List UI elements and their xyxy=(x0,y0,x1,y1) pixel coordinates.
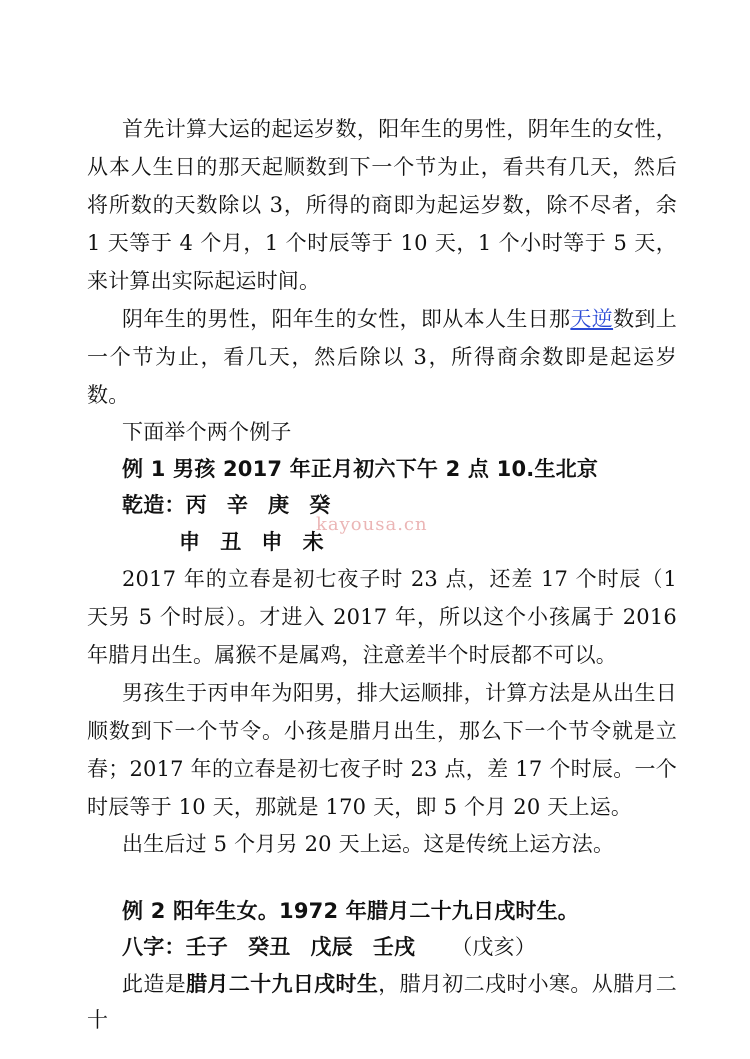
kongwang-note: （戊亥） xyxy=(451,935,537,959)
example1-paragraph-conclusion: 出生后过 5 个月另 20 天上运。这是传统上运方法。 xyxy=(122,832,615,856)
stem-2: 辛 xyxy=(226,493,249,517)
pillar-1: 壬子 xyxy=(185,935,229,959)
stem-3: 庚 xyxy=(268,493,290,517)
paragraph-yin-year xyxy=(87,300,677,414)
pillar-4: 壬戌 xyxy=(372,935,416,959)
branch-3: 申 xyxy=(261,529,283,554)
watermark-text: kayousa.cn xyxy=(316,514,428,535)
example1-branches-row xyxy=(87,524,677,561)
paragraph-yin-year-after: 数到上一个节为止，看几天，然后除以 3，所得商余数即是起运岁数。 xyxy=(87,307,677,407)
example1-stems-row xyxy=(87,487,677,524)
example2-bazi-label: 八字： xyxy=(122,935,186,959)
example2-bazi-row xyxy=(87,929,677,966)
branch-4: 未 xyxy=(302,529,324,554)
paragraph-yin-year-before: 阴年生的男性，阳年生的女性，即从本人生日那 xyxy=(122,307,571,331)
branch-1: 申 xyxy=(179,529,201,554)
example1-paragraph-lichun: 2017 年的立春是初七夜子时 23 点，还差 17 个时辰（1 天另 5 个时辰）。才进入 2017 年，所以这个小孩属于 2016 年腊月出生。属猴不是属鸡，注意差半个时辰都不可以。 xyxy=(87,567,677,667)
branch-2: 丑 xyxy=(220,529,242,554)
example1-pillars-label: 乾造： xyxy=(122,493,186,517)
example1-title: 例 1 男孩 2017 年正月初六下午 2 点 10.生北京 xyxy=(122,456,599,481)
example1-paragraph-method: 男孩生于丙申年为阳男，排大运顺排，计算方法是从出生日顺数到下一个节令。小孩是腊月出生，那么下一个节令就是立春；2017 年的立春是初七夜子时 23 点，差 17 个时辰。一个时辰等于 10 天，那就是 170 天，即 5 个月 20 天上运。 xyxy=(87,681,677,819)
document-body xyxy=(87,110,677,1039)
example2-paragraph xyxy=(87,966,677,1039)
stem-4: 癸 xyxy=(309,493,331,517)
pillar-2: 癸丑 xyxy=(248,935,291,959)
section-spacer xyxy=(87,863,677,893)
example2-paragraph-before: 此造是 xyxy=(122,971,187,996)
paragraph-examples-intro: 下面举个两个例子 xyxy=(122,420,292,444)
example2-paragraph-bold: 腊月二十九日戌时生 xyxy=(186,971,379,996)
example2-title: 例 2 阳年生女。1972 年腊月二十九日戌时生。 xyxy=(122,898,579,923)
example2-paragraph-after: ，腊月初二戌时小寒。从腊月二十 xyxy=(87,971,677,1032)
stem-1: 丙 xyxy=(185,493,207,517)
term-link[interactable]: 天逆 xyxy=(570,307,614,331)
paragraph-intro: 首先计算大运的起运岁数，阳年生的男性，阴年生的女性，从本人生日的那天起顺数到下一个节为止，看共有几天，然后将所数的天数除以 3，所得的商即为起运岁数，除不尽者，余 1 天等于 4 个月，1 个时辰等于 10 天，1 个小时等于 5 天，来计算出实际起运时间。 xyxy=(87,117,677,293)
pillar-3: 戊辰 xyxy=(310,935,353,959)
